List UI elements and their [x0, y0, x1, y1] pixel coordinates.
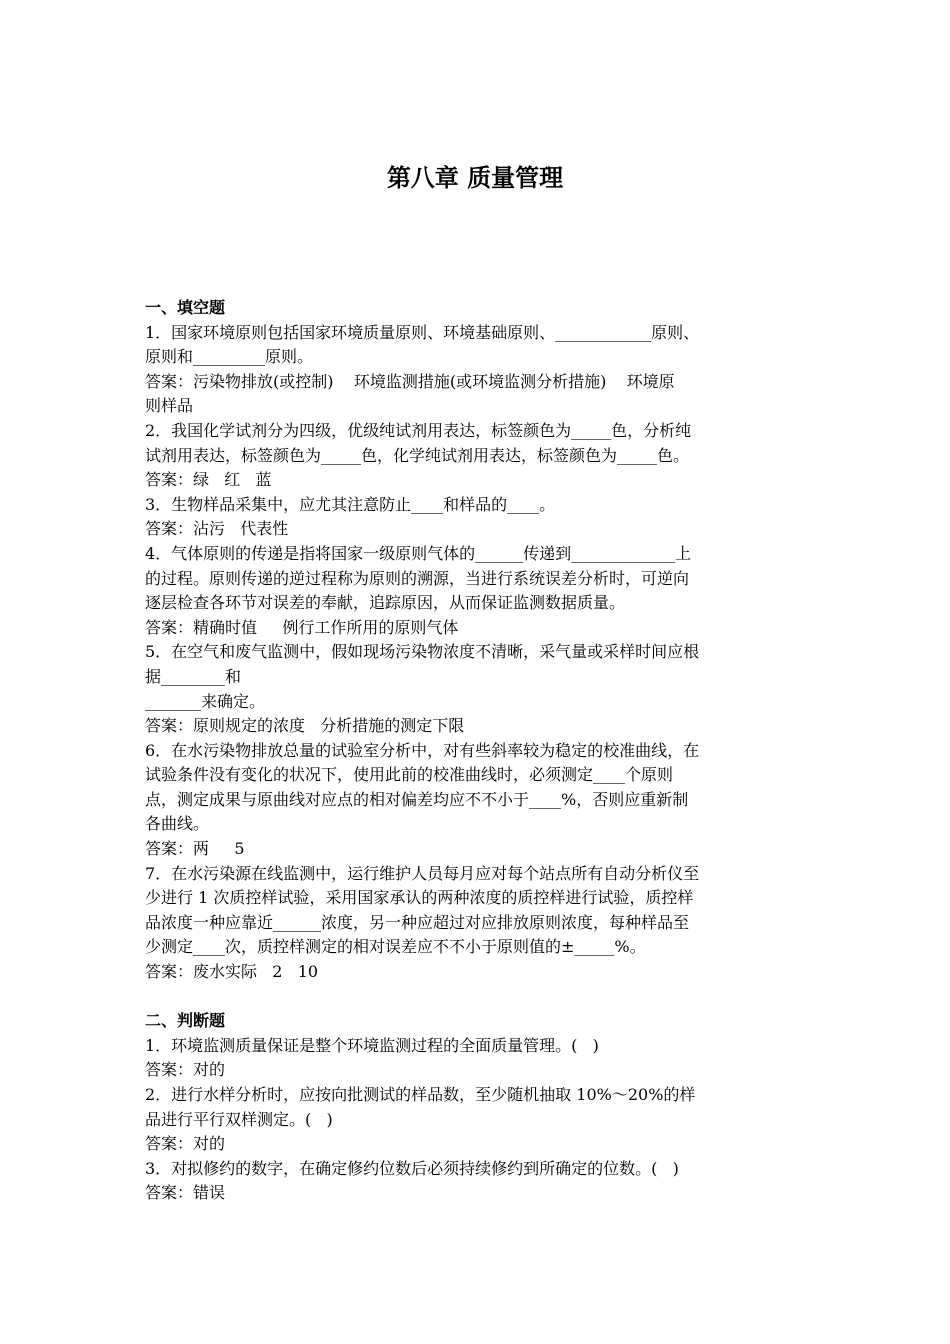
text-line: 试剂用表达，标签颜色为_____色，化学纯试剂用表达，标签颜色为_____色。: [145, 445, 690, 465]
section-heading-true-false: 二、判断题: [145, 1011, 226, 1031]
text-line: 2．我国化学试剂分为四级，优级纯试剂用表达，标签颜色为_____色，分析纯: [145, 420, 692, 440]
text-line: 各曲线。: [145, 814, 210, 834]
section-gap: [145, 985, 807, 1010]
text-line: 少测定____次，质控样测定的相对误差应不不小于原则值的±_____%。: [145, 937, 646, 957]
answer-line: 答案：对的: [145, 1134, 226, 1154]
answer-line: 答案：污染物排放(或控制) 环境监测措施(或环境监测分析措施) 环境原: [145, 371, 675, 391]
text-line: 原则和_________原则。: [145, 347, 314, 367]
text-line: 6．在水污染物排放总量的试验室分析中，对有些斜率较为稳定的校准曲线，在: [145, 740, 700, 760]
answer-line: 答案：两 5: [145, 839, 245, 859]
answer-line: 答案：原则规定的浓度 分析措施的测定下限: [145, 716, 465, 736]
text-line: 3．生物样品采集中，应尤其注意防止____和样品的____。: [145, 494, 556, 514]
text-line: 逐层检查各环节对误差的奉献，追踪原因，从而保证监测数据质量。: [145, 593, 626, 613]
answer-line: 则样品: [145, 396, 194, 416]
text-line: 试验条件没有变化的状况下，使用此前的校准曲线时，必须测定____个原则: [145, 765, 674, 785]
text-line: 品进行平行双样测定。( ): [145, 1109, 333, 1129]
text-line: 5．在空气和废气监测中，假如现场污染物浓度不清晰，采气量或采样时间应根: [145, 642, 700, 662]
text-line: 3．对拟修约的数字，在确定修约位数后必须持续修约到所确定的位数。( ): [145, 1158, 679, 1178]
answer-line: 答案：对的: [145, 1060, 226, 1080]
answer-line: 答案：沾污 代表性: [145, 519, 289, 539]
text-line: 2．进行水样分析时，应按向批测试的样品数，至少随机抽取 10%～20%的样: [145, 1085, 696, 1104]
text-line: 4．气体原则的传递是指将国家一级原则气体的______传递到_____________上: [145, 543, 692, 563]
answer-line: 答案：废水实际 2 10: [145, 962, 319, 982]
text-line: 少进行 1 次质控样试验，采用国家承认的两种浓度的质控样进行试验，质控样: [145, 888, 694, 908]
answer-line: 答案：精确时值 例行工作所用的原则气体: [145, 617, 459, 637]
text-line: _______来确定。: [145, 691, 266, 711]
text-line: 点，测定成果与原曲线对应点的相对偏差均应不不小于____%，否则应重新制: [145, 789, 689, 809]
text-line: 的过程。原则传递的逆过程称为原则的溯源，当进行系统误差分析时，可逆向: [145, 568, 690, 588]
document-body: [145, 296, 807, 1206]
answer-line: 答案：绿 红 蓝: [145, 470, 272, 490]
section-heading-fill-in: 一、填空题: [145, 298, 226, 317]
text-line: 品浓度一种应靠近______浓度，另一种应超过对应排放原则浓度，每种样品至: [145, 912, 690, 932]
answer-line: 答案：错误: [145, 1183, 226, 1203]
text-line: 1．国家环境原则包括国家环境质量原则、环境基础原则、____________原则、: [145, 322, 700, 342]
document-title: 第八章 质量管理: [386, 164, 564, 192]
text-line: 7．在水污染源在线监测中，运行维护人员每月应对每个站点所有自动分析仪至: [145, 863, 700, 883]
text-line: 据________和: [145, 666, 242, 686]
text-line: 1．环境监测质量保证是整个环境监测过程的全面质量管理。( ): [145, 1035, 599, 1055]
